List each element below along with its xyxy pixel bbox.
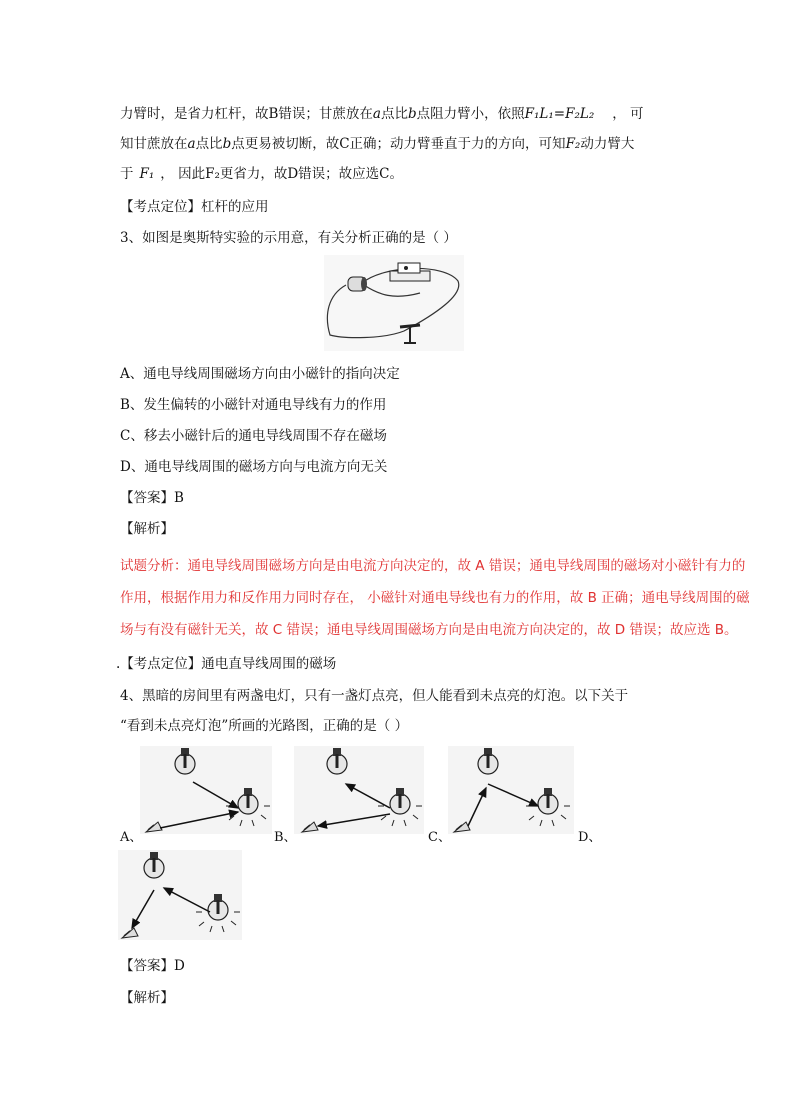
q3-option-d: D、通电导线周围的磁场方向与电流方向无关	[120, 459, 388, 475]
kaodian-1: 【考点定位】杠杆的应用	[120, 199, 269, 215]
intro-text: 点比	[380, 106, 408, 122]
q4-stem-1: 4、黑暗的房间里有两盏电灯，只有一盏灯点亮，但人能看到未点亮的灯泡。以下关于	[120, 688, 629, 704]
var-a: a	[187, 136, 196, 152]
q4-stem-2: “看到未点亮灯泡”所画的光路图，正确的是（ ）	[120, 718, 409, 734]
q3-option-c: C、移去小磁针后的通电导线周围不存在磁场	[120, 428, 387, 444]
q4-answer: 【答案】D	[120, 958, 185, 974]
switch-pin	[404, 266, 408, 270]
intro-text: 点比	[195, 136, 223, 152]
intro-text: 知甘蔗放在	[120, 136, 188, 152]
var-a: a	[372, 106, 381, 122]
q4-label-b: B、	[274, 830, 297, 845]
figure-background	[448, 746, 574, 834]
intro-text: 于	[120, 166, 134, 182]
q3-analysis-2: 作用，根据作用力和反作用力同时存在， 小磁针对通电导线也有力的作用，故 B 正确；通电导线周围的磁	[120, 590, 750, 606]
figure-background	[324, 255, 464, 351]
q4-label-d: D、	[578, 830, 602, 845]
q3-analysis-3: 场与有没有磁针无关，故 C 错误；通电导线周围磁场方向是由电流方向决定的，故 D 错误；故应选 B。	[120, 622, 738, 638]
q4-figure-d	[118, 850, 242, 940]
q3-stem: 3、如图是奥斯特实验的示用意，有关分析正确的是（ ）	[120, 230, 457, 246]
intro-text: 点更易被切断，故C正确；动力臂垂直于力的方向，可知	[231, 136, 566, 152]
q4-figure-c	[448, 746, 574, 834]
q4-figure-b	[294, 746, 424, 834]
var-f2: F₂	[565, 136, 581, 152]
switch	[398, 263, 420, 273]
q4-label-a: A、	[120, 830, 143, 845]
q3-kaodian: .【考点定位】通电直导线周围的磁场	[116, 656, 337, 672]
var-b: b	[222, 136, 232, 152]
var-b: b	[407, 106, 417, 122]
q4-label-c: C、	[428, 830, 451, 845]
q3-analysis-1: 试题分析：通电导线周围磁场方向是由电流方向决定的，故 A 错误；通电导线周围的磁场对小磁针有力的	[120, 558, 746, 574]
q4-jiexi: 【解析】	[120, 990, 174, 1006]
intro-line-2	[120, 134, 634, 154]
battery-terminal	[361, 277, 367, 291]
figure-background	[118, 850, 242, 940]
intro-text: 点阻力臂小，依照	[416, 106, 525, 122]
q3-answer: 【答案】B	[120, 490, 184, 506]
intro-text: 动力臂大	[580, 136, 635, 152]
q4-figure-a	[140, 746, 272, 834]
oersted-figure	[324, 255, 464, 351]
intro-text: ， 因此F₂更省力，故D错误；故应选C。	[160, 166, 404, 182]
intro-text: 力臂时，是省力杠杆，故B错误；甘蔗放在	[120, 106, 373, 122]
q3-jiexi: 【解析】	[120, 521, 174, 537]
q3-option-b: B、发生偏转的小磁针对通电导线有力的作用	[120, 397, 387, 413]
intro-line-1	[120, 104, 644, 124]
var-f1: F₁	[139, 166, 155, 182]
lever-formula: F₁L₁=F₂L₂	[524, 106, 595, 122]
intro-text: ， 可	[612, 106, 644, 122]
intro-line-3	[120, 164, 403, 184]
q3-option-a: A、通电导线周围磁场方向由小磁针的指向决定	[120, 366, 400, 382]
